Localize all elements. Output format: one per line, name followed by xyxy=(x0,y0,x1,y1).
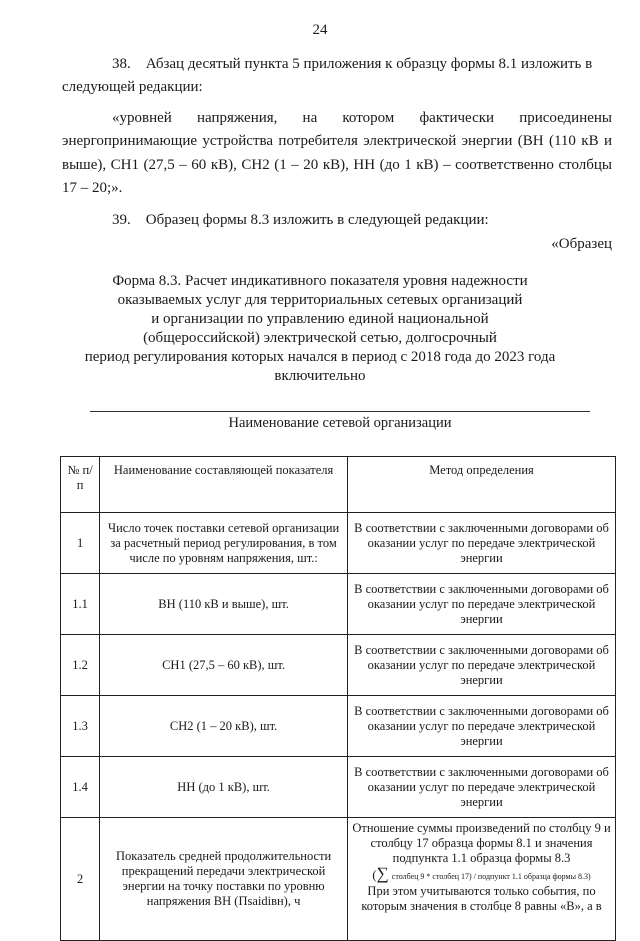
formula-open: ( xyxy=(372,868,377,882)
form-title-line: Форма 8.3. Расчет индикативного показателя уровня надежности xyxy=(112,273,528,289)
form-title-line: (общероссийской) электрической сетью, долгосрочный xyxy=(143,330,497,346)
form-title-line: оказываемых услуг для территориальных сетевых организаций xyxy=(117,292,523,308)
row-num: 1.3 xyxy=(61,696,100,757)
row-method: В соответствии с заключенными договорами об оказании услуг по передаче электрической энергии xyxy=(348,696,616,757)
table-row xyxy=(61,635,616,696)
item-38 xyxy=(62,53,612,99)
header-num: № п/п xyxy=(61,457,100,513)
row-method xyxy=(348,818,616,941)
sigma-symbol: ∑ xyxy=(376,864,389,883)
page-number: 24 xyxy=(312,22,328,38)
form-title xyxy=(70,272,570,386)
item-38-quote xyxy=(62,107,612,201)
form-title-line: и организации по управлению единой национальной xyxy=(151,311,489,327)
table-row xyxy=(61,513,616,574)
row-num: 1.1 xyxy=(61,574,100,635)
table-row xyxy=(61,818,616,941)
form-title-line: период регулирования которых начался в период с 2018 года до 2023 года xyxy=(84,349,556,365)
quote-rest: энергопринимающие устройства потребителя электрической энергии (ВН (110 кВ и выше), СН1 (27,5 – 60 кВ), СН2 (1 – 20 кВ), НН (до 1 кВ) – соответственно столбцы 17 – 20;». xyxy=(62,133,612,196)
org-name-caption: Наименование сетевой организации xyxy=(228,415,452,431)
row-name: СН1 (27,5 – 60 кВ), шт. xyxy=(100,635,348,696)
table-row xyxy=(61,696,616,757)
method-formula xyxy=(352,866,611,884)
row-name: СН2 (1 – 20 кВ), шт. xyxy=(100,696,348,757)
row-name: Показатель средней продолжительности прекращений передачи электрической энергии на точку поставки по уровню напряжения ВН (Пsaidiвн), ч xyxy=(100,818,348,941)
item-38-line2: следующей редакции: xyxy=(62,79,203,95)
row-name: НН (до 1 кВ), шт. xyxy=(100,757,348,818)
row-name: ВН (110 кВ и выше), шт. xyxy=(100,574,348,635)
item-38-line1: 38. Абзац десятый пункта 5 приложения к образцу формы 8.1 изложить в xyxy=(112,56,593,72)
row-num: 1.4 xyxy=(61,757,100,818)
form-title-line: включительно xyxy=(274,368,366,384)
org-name-underline xyxy=(90,411,590,412)
table-header-row xyxy=(61,457,616,513)
row-num: 2 xyxy=(61,818,100,941)
method-tail: При этом учитываются только события, по которым значения в столбце 8 равны «В», а в xyxy=(361,884,602,913)
quote-line1: «уровней напряжения, на котором фактически присоединены xyxy=(112,110,612,126)
formula-body: столбец 9 * столбец 17) / подпункт 1.1 образца формы 8.3) xyxy=(391,872,591,881)
table-row xyxy=(61,574,616,635)
row-method: В соответствии с заключенными договорами об оказании услуг по передаче электрической энергии xyxy=(348,513,616,574)
method-text: Отношение суммы произведений по столбцу 9 и столбцу 17 образца формы 8.1 и значения подпункта 1.1 образца формы 8.3 xyxy=(352,821,611,865)
sample-label: «Образец xyxy=(551,236,612,252)
row-num: 1.2 xyxy=(61,635,100,696)
row-method: В соответствии с заключенными договорами об оказании услуг по передаче электрической энергии xyxy=(348,635,616,696)
row-num: 1 xyxy=(61,513,100,574)
header-method: Метод определения xyxy=(348,457,616,513)
row-method: В соответствии с заключенными договорами об оказании услуг по передаче электрической энергии xyxy=(348,757,616,818)
indicator-table xyxy=(60,456,616,941)
row-name: Число точек поставки сетевой организации за расчетный период регулирования, в том числе по уровням напряжения, шт.: xyxy=(100,513,348,574)
table-row xyxy=(61,757,616,818)
item-39: 39. Образец формы 8.3 изложить в следующей редакции: xyxy=(112,212,489,228)
header-name: Наименование составляющей показателя xyxy=(100,457,348,513)
row-method: В соответствии с заключенными договорами об оказании услуг по передаче электрической энергии xyxy=(348,574,616,635)
